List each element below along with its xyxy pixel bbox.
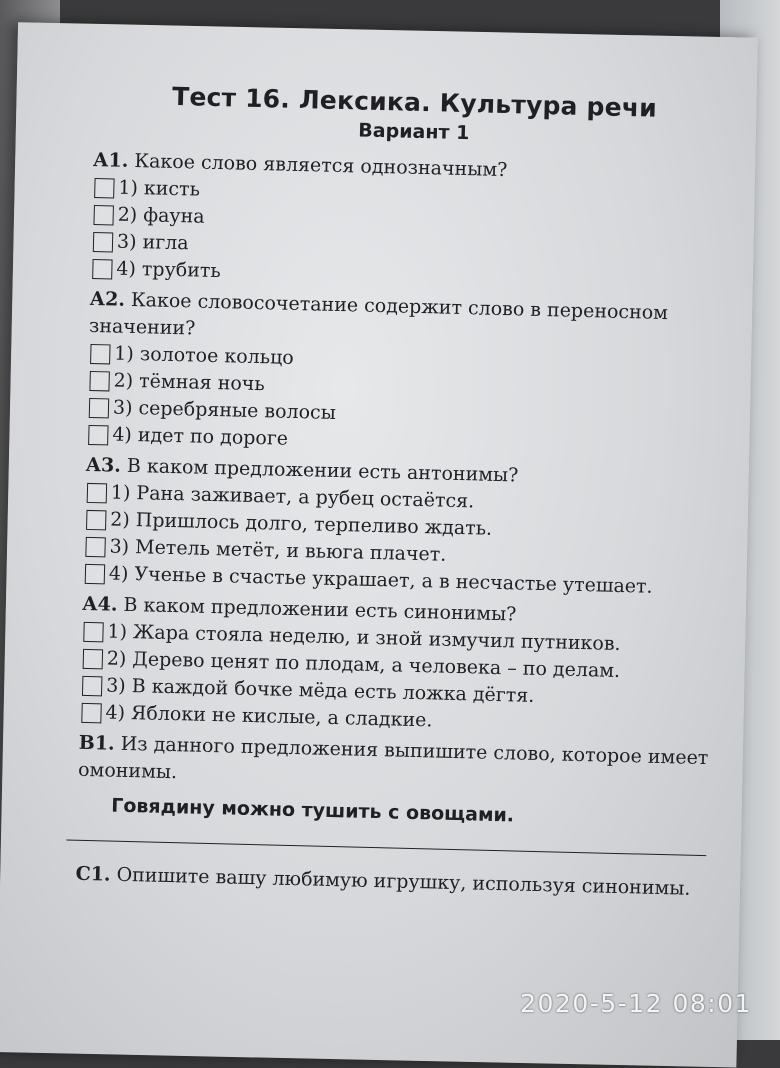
option-label: 3) Метель метёт, и вьюга плачет. — [109, 535, 447, 566]
b1-sentence: Говядину можно тушить с овощами. — [111, 794, 515, 827]
checkbox[interactable] — [82, 675, 102, 695]
questions-list — [79, 147, 733, 741]
option-label: 4) идет по дороге — [112, 423, 289, 450]
checkbox[interactable] — [94, 178, 114, 198]
checkbox[interactable] — [92, 258, 112, 278]
option-label: 1) Рана заживает, а рубец остаётся. — [110, 481, 475, 513]
question-number: В1. — [78, 731, 115, 755]
option-label: 2) фауна — [117, 203, 205, 228]
checkbox[interactable] — [85, 563, 105, 583]
checkbox[interactable] — [89, 370, 109, 390]
option-label: 4) Яблоки не кислые, а сладкие. — [105, 701, 433, 732]
checkbox[interactable] — [93, 232, 113, 252]
option-label: 4) трубить — [116, 257, 221, 283]
question-text: Какое слово является однозначным? — [128, 149, 508, 182]
test-title: Тест 16. Лексика. Культура речи — [171, 81, 658, 123]
question-number: А3. — [85, 453, 122, 477]
option-label: 2) тёмная ночь — [113, 369, 265, 396]
option-label: 3) В каждой бочке мёда есть ложка дёгтя. — [105, 674, 535, 707]
question-a4 — [79, 591, 722, 742]
question-number: С1. — [75, 862, 111, 886]
option-label: 4) Ученье в счастье украшает, а в несчастье утешает. — [108, 562, 653, 598]
question-text: Опишите вашу любимую игрушку, используя синонимы. — [110, 863, 691, 900]
option-label: 3) игла — [116, 230, 189, 255]
question-text: Какое словосочетание содержит слово в переносном значении? — [88, 288, 669, 340]
option-label: 1) золотое кольцо — [114, 342, 295, 369]
option-label: 3) серебряные волосы — [112, 396, 337, 424]
photo-timestamp: 2020-5-12 08:01 — [520, 989, 752, 1018]
checkbox[interactable] — [88, 424, 108, 444]
checkbox[interactable] — [90, 343, 110, 363]
question-number: А2. — [89, 287, 126, 311]
option-label: 1) Жара стояла неделю, и зной измучил путников. — [107, 620, 621, 656]
question-a3 — [83, 452, 726, 603]
question-a2 — [86, 286, 730, 464]
checkbox[interactable] — [89, 397, 109, 417]
checkbox[interactable] — [86, 509, 106, 529]
option-label: 1) кисть — [118, 176, 201, 201]
question-text: Из данного предложения выпишите слово, которое имеет омонимы. — [77, 732, 709, 784]
question-a1 — [90, 147, 733, 298]
test-variant: Вариант 1 — [358, 119, 470, 145]
option-label: 2) Дерево ценят по плодам, а человека – по делам. — [106, 647, 621, 683]
checkbox[interactable] — [93, 205, 113, 225]
checkbox[interactable] — [83, 648, 103, 668]
question-b1 — [78, 730, 719, 800]
checkbox[interactable] — [85, 536, 105, 556]
checkbox[interactable] — [83, 621, 103, 641]
question-number: А1. — [92, 148, 129, 172]
checkbox[interactable] — [81, 702, 101, 722]
option-label: 2) Пришлось долго, терпеливо ждать. — [109, 508, 493, 540]
checkbox[interactable] — [87, 482, 107, 502]
question-text: В каком предложении есть синонимы? — [117, 593, 517, 626]
question-text: В каком предложении есть антонимы? — [120, 454, 519, 487]
test-page — [75, 80, 735, 903]
question-number: А4. — [81, 592, 118, 616]
